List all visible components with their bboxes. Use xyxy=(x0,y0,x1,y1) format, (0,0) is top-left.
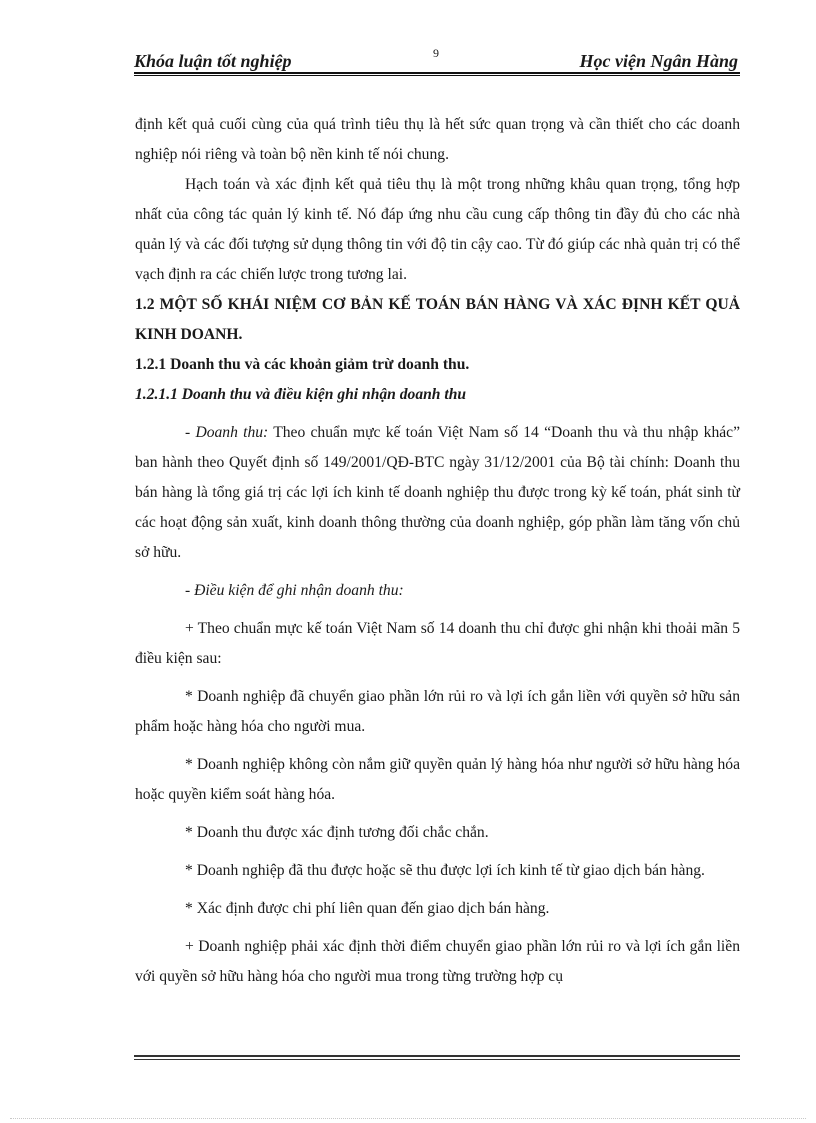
header-rule xyxy=(134,72,740,76)
revenue-definition-text: Theo chuẩn mực kế toán Việt Nam số 14 “Doanh thu và thu nhập khác” ban hành theo Quyết định số 149/2001/QĐ-BTC ngày 31/12/2001 của Bộ tài chính: Doanh thu bán hàng là tổng giá trị các lợi ích kinh tế doanh nghiệp thu được trong kỳ kế toán, phát sinh từ các hoạt động sản xuất, kinh doanh thông thường của doanh nghiệp, góp phần làm tăng vốn chủ sở hữu. xyxy=(135,424,741,561)
section-heading-1-2-1-1: 1.2.1.1 Doanh thu và điều kiện ghi nhận doanh thu xyxy=(135,386,467,403)
condition-3: * Doanh thu được xác định tương đối chắc chắn. xyxy=(185,824,489,841)
condition-4: * Doanh nghiệp đã thu được hoặc sẽ thu được lợi ích kinh tế từ giao dịch bán hàng. xyxy=(185,862,705,879)
page-number: 9 xyxy=(433,46,439,60)
dash: - xyxy=(185,424,196,441)
section-heading-1-2-1: 1.2.1 Doanh thu và các khoản giảm trừ doanh thu. xyxy=(135,356,470,373)
condition-1: * Doanh nghiệp đã chuyển giao phần lớn rủi ro và lợi ích gắn liền với quyền sở hữu sản phẩm hoặc hàng hóa cho người mua. xyxy=(135,688,740,735)
paragraph-standard-14: + Theo chuẩn mực kế toán Việt Nam số 14 doanh thu chỉ được ghi nhận khi thoải mãn 5 điều kiện sau: xyxy=(135,620,740,667)
paragraph-revenue-definition xyxy=(135,418,740,568)
paragraph-transfer-timing: + Doanh nghiệp phải xác định thời điểm chuyển giao phần lớn rủi ro và lợi ích gắn liền với quyền sở hữu hàng hóa cho người mua trong từng trường hợp cụ xyxy=(135,938,740,985)
header-thesis-title: Khóa luận tốt nghiệp xyxy=(134,51,292,71)
paragraph-recognition-conditions-title: - Điều kiện để ghi nhận doanh thu: xyxy=(185,582,404,599)
term-revenue: Doanh thu: xyxy=(195,424,269,441)
page-header xyxy=(134,46,740,74)
condition-5: * Xác định được chi phí liên quan đến giao dịch bán hàng. xyxy=(185,900,550,917)
header-institution: Học viện Ngân Hàng xyxy=(579,51,738,71)
paragraph-accounting-role: Hạch toán và xác định kết quả tiêu thụ là một trong những khâu quan trọng, tổng hợp nhất của công tác quản lý kinh tế. Nó đáp ứng nhu cầu cung cấp thông tin đầy đủ cho các nhà quản lý và các đối tượng sử dụng thông tin với độ tin cậy cao. Từ đó giúp các nhà quản trị có thể vạch định ra các chiến lược trong tương lai. xyxy=(135,176,740,283)
page-body xyxy=(135,110,740,992)
footer-rule xyxy=(134,1055,740,1060)
paragraph-continuation: định kết quả cuối cùng của quá trình tiêu thụ là hết sức quan trọng và cần thiết cho các doanh nghiệp nói riêng và toàn bộ nền kinh tế nói chung. xyxy=(135,116,740,163)
condition-2: * Doanh nghiệp không còn nắm giữ quyền quản lý hàng hóa như người sở hữu hàng hóa hoặc quyền kiểm soát hàng hóa. xyxy=(135,756,740,803)
page-edge xyxy=(10,1118,806,1119)
section-heading-1-2: 1.2 MỘT SỐ KHÁI NIỆM CƠ BẢN KẾ TOÁN BÁN HÀNG VÀ XÁC ĐỊNH KẾT QUẢ KINH DOANH. xyxy=(135,296,740,343)
